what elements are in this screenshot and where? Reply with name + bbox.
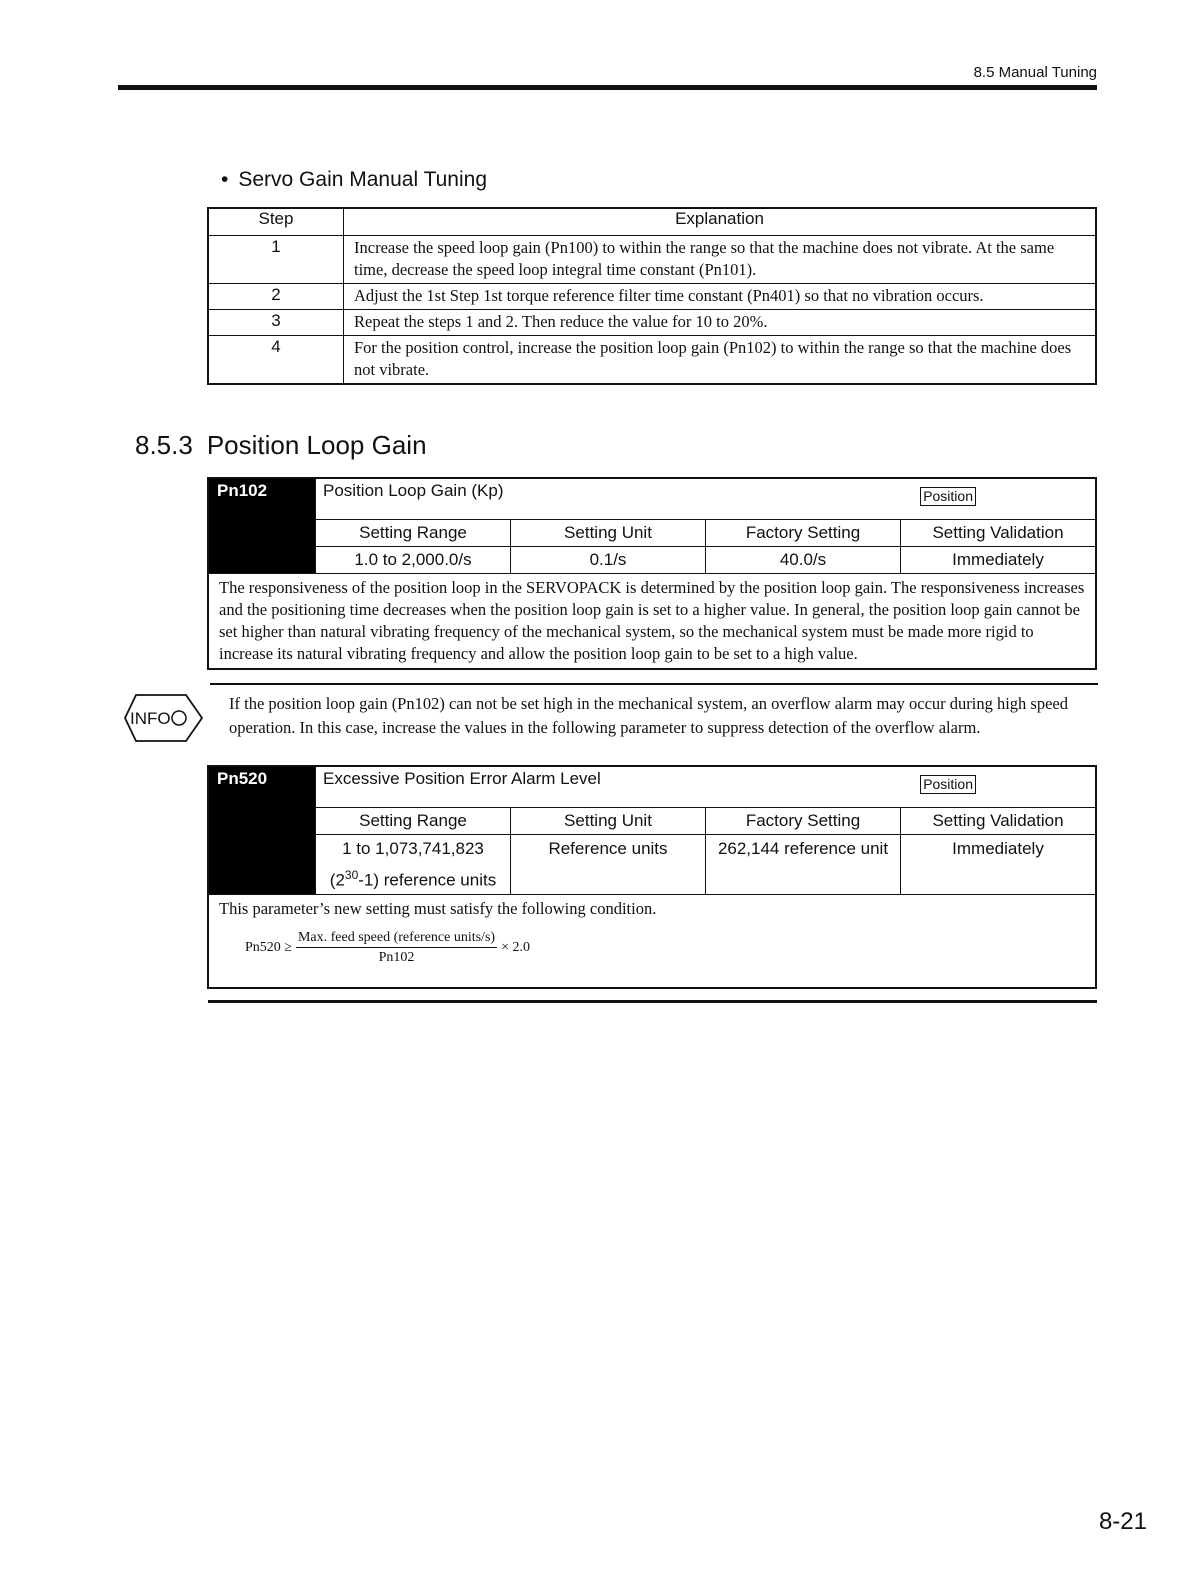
header-setting-unit: Setting Unit: [511, 520, 706, 547]
column-header-explanation: Explanation: [344, 208, 1097, 236]
parameter-header-row: [208, 808, 1096, 835]
tuning-heading: • Servo Gain Manual Tuning: [221, 168, 488, 191]
section-title: [135, 430, 427, 461]
step-number: 3: [208, 310, 344, 336]
step-number: 4: [208, 336, 344, 385]
formula-numerator: Max. feed speed (reference units/s): [296, 930, 497, 948]
header-setting-validation: Setting Validation: [901, 808, 1097, 835]
value-factory-setting: 262,144 reference unit: [706, 835, 901, 895]
section-name: Position Loop Gain: [206, 430, 427, 460]
step-number: 2: [208, 284, 344, 310]
control-mode-badge: Position: [920, 775, 976, 794]
parameter-name: Position Loop Gain (Kp): [323, 481, 504, 500]
header-setting-validation: Setting Validation: [901, 520, 1097, 547]
tuning-steps-table: [207, 207, 1097, 385]
control-mode-badge: Position: [920, 487, 976, 506]
step-explanation: Increase the speed loop gain (Pn100) to within the range so that the machine does not vibrate. At the same time, decrease the speed loop integral time constant (Pn101).: [344, 236, 1097, 284]
table-row: [208, 336, 1096, 385]
formula-lhs: Pn520 ≥: [245, 940, 292, 955]
header-setting-unit: Setting Unit: [511, 808, 706, 835]
parameter-code: Pn102: [208, 478, 316, 574]
parameter-value-row: [208, 547, 1096, 574]
running-header: 8.5 Manual Tuning: [973, 64, 1097, 81]
step-explanation: Repeat the steps 1 and 2. Then reduce the value for 10 to 20%.: [344, 310, 1097, 336]
table-header-row: [208, 208, 1096, 236]
value-setting-validation: Immediately: [901, 835, 1097, 895]
parameter-description: The responsiveness of the position loop in the SERVOPACK is determined by the position loop gain. The responsiveness increases and the positioning time decreases when the position loop gain is set to a higher value. In general, the position loop gain cannot be set higher than natural vibrating frequency of the mechanical system, so the mechanical system must be made more rigid to increase its natural vibrating frequency and allow the position loop gain to be set to a high value.: [208, 574, 1096, 670]
parameter-name: Excessive Position Error Alarm Level: [323, 769, 601, 788]
value-setting-range: 1 to 1,073,741,823 $(2^{30}-1)$ reference units: [316, 835, 511, 895]
value-setting-range: 1.0 to 2,000.0/s: [316, 547, 511, 574]
value-setting-validation: Immediately: [901, 547, 1097, 574]
formula-fraction: [296, 930, 497, 966]
section-end-rule: [208, 1000, 1097, 1003]
info-label: INFO: [130, 709, 171, 728]
value-setting-unit: Reference units: [511, 835, 706, 895]
info-text: If the position loop gain (Pn102) can not be set high in the mechanical system, an overflow alarm may occur during high speed operation. In this case, increase the values in the following parameter to suppress detection of the overflow alarm.: [229, 694, 1068, 737]
step-explanation: For the position control, increase the position loop gain (Pn102) to within the range so that the machine does not vibrate.: [344, 336, 1097, 385]
header-factory-setting: Factory Setting: [706, 520, 901, 547]
parameter-value-row: [208, 835, 1096, 895]
alarm-level-formula: [245, 930, 530, 966]
value-setting-unit: 0.1/s: [511, 547, 706, 574]
parameter-name-cell: [316, 766, 1097, 808]
table-row: [208, 284, 1096, 310]
bullet-icon: •: [221, 168, 229, 191]
parameter-name-cell: [316, 478, 1097, 520]
step-number: 1: [208, 236, 344, 284]
value-factory-setting: 40.0/s: [706, 547, 901, 574]
info-icon: [124, 694, 204, 742]
step-explanation: Adjust the 1st Step 1st torque reference filter time constant (Pn401) so that no vibration occurs.: [344, 284, 1097, 310]
pn102-parameter-table: [207, 477, 1097, 670]
header-setting-range: Setting Range: [316, 520, 511, 547]
parameter-header-row: [208, 520, 1096, 547]
section-number: 8.5.3: [135, 430, 193, 460]
table-row: [208, 310, 1096, 336]
table-row: [208, 236, 1096, 284]
info-rule: [210, 683, 1098, 685]
parameter-description: This parameter’s new setting must satisfy the following condition.: [208, 894, 1096, 988]
parameter-code: Pn520: [208, 766, 316, 894]
header-setting-range: Setting Range: [316, 808, 511, 835]
header-factory-setting: Factory Setting: [706, 808, 901, 835]
page-number: 8-21: [1098, 1508, 1147, 1535]
formula-denominator: Pn102: [378, 950, 415, 965]
header-rule: [118, 85, 1097, 90]
formula-rhs: × 2.0: [501, 940, 530, 955]
column-header-step: Step: [208, 208, 344, 236]
